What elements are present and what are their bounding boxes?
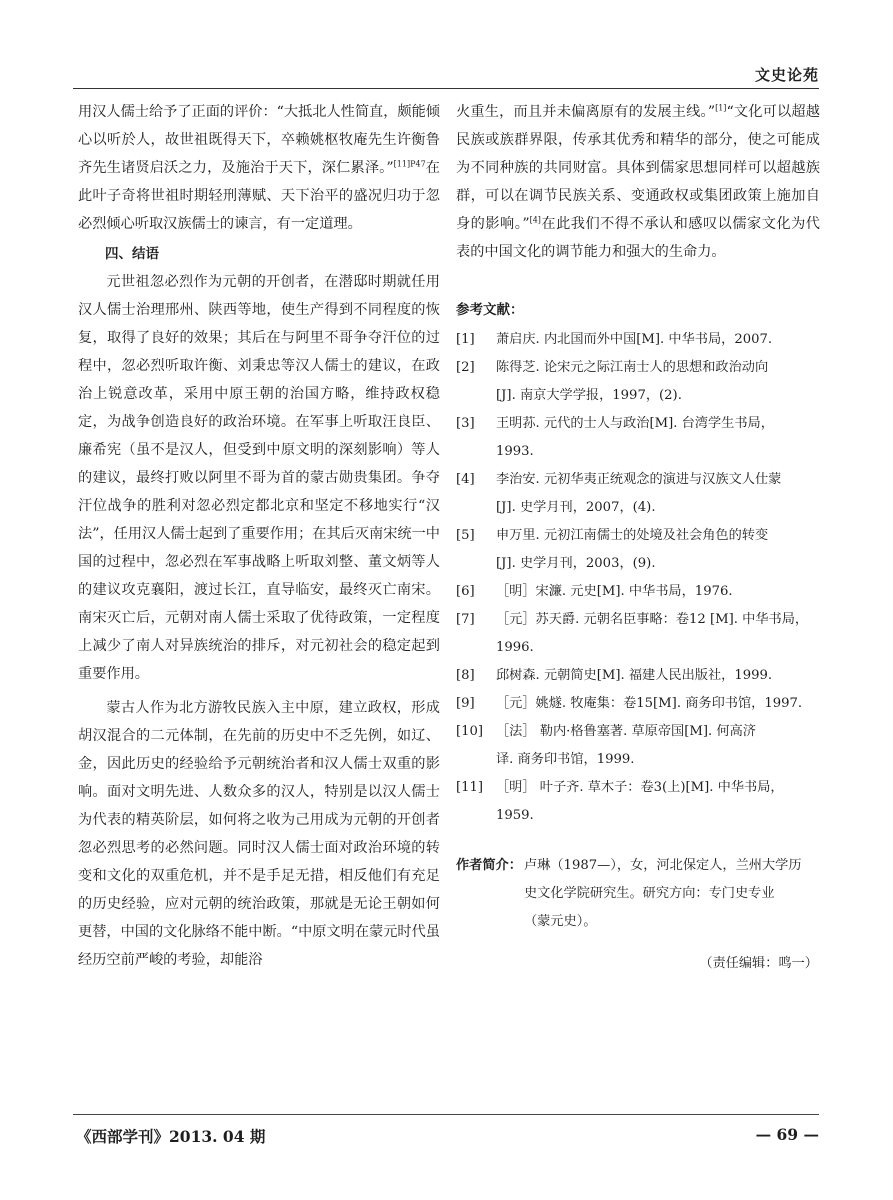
- reference-number: [4]: [456, 472, 475, 487]
- citation-marker: [11]P47: [393, 159, 426, 169]
- reference-item: [456, 354, 820, 410]
- paragraph-text: 用汉人儒士给予了正面的评价：“大抵北人性简直，颇能倾心以听於人，故世祖既得天下，卒赖姚枢牧庵先生许衡鲁齐先生诸贤启沃之力，及施治于天下，深仁累泽。”: [78, 104, 440, 176]
- reference-text-cont: 1959.: [496, 808, 534, 823]
- reference-text: ［元］姚燧. 牧庵集：卷15[M]. 商务印书馆，1997.: [496, 696, 803, 711]
- reference-item: [456, 606, 820, 662]
- reference-number: [1]: [456, 332, 475, 347]
- paragraph-continuation: [78, 98, 440, 238]
- paragraph-text: 在此叶子奇将世祖时期轻刑薄赋、天下治平的盛况归功于忽必烈倾心听取汉族儒士的谏言，有一定道理。: [78, 160, 440, 232]
- reference-item: [456, 774, 820, 830]
- reference-text: 萧启庆. 内北国而外中国[M]. 中华书局，2007.: [496, 332, 773, 347]
- running-header-title: 文史论苑: [754, 66, 819, 84]
- reference-number: [7]: [456, 612, 475, 627]
- author-bio: [456, 852, 820, 936]
- left-column: [78, 98, 440, 974]
- journal-issue: 《西部学刊》2013. 04 期: [76, 1127, 266, 1146]
- citation-marker: [4]: [529, 215, 541, 225]
- header-rule: [73, 88, 819, 89]
- right-column: [456, 98, 820, 978]
- reference-number: [10]: [456, 724, 484, 739]
- reference-item: [456, 662, 820, 690]
- reference-item: [456, 410, 820, 466]
- reference-text-cont: 1993.: [496, 444, 534, 459]
- author-bio-text: （蒙元史）。: [524, 914, 597, 929]
- reference-text: 李治安. 元初华夷正统观念的演进与汉族文人仕蒙: [496, 472, 782, 487]
- reference-number: [6]: [456, 584, 475, 599]
- reference-text: 申万里. 元初江南儒士的处境及社会角色的转变: [496, 528, 769, 543]
- reference-text-cont: [J]. 南京大学学报，1997，(2).: [496, 388, 682, 403]
- reference-text: ［明］ 叶子齐. 草木子：卷3(上)[M]. 中华书局，: [496, 780, 784, 795]
- reference-text: ［法］ 勒内·格鲁塞著. 草原帝国[M]. 何高济: [496, 724, 756, 739]
- reference-text: 邱树森. 元朝简史[M]. 福建人民出版社，1999.: [496, 668, 773, 683]
- section-heading-conclusion: 四、结语: [105, 246, 159, 262]
- footer-rule: [73, 1114, 819, 1115]
- reference-text: ［明］宋濂. 元史[M]. 中华书局，1976.: [496, 584, 733, 599]
- reference-text-cont: 译. 商务印书馆，1999.: [496, 752, 635, 767]
- citation-marker: [1]: [715, 103, 727, 113]
- reference-text-cont: [J]. 史学月刊，2007，(4).: [496, 500, 656, 515]
- reference-text: ［元］苏天爵. 元朝名臣事略：卷12 [M]. 中华书局，: [496, 612, 809, 627]
- reference-text-cont: [J]. 史学月刊，2003，(9).: [496, 556, 656, 571]
- reference-item: [456, 718, 820, 774]
- reference-item: [456, 522, 820, 578]
- paragraph-continuation-right: [456, 98, 820, 266]
- reference-number: [11]: [456, 780, 484, 795]
- reference-number: [3]: [456, 416, 475, 431]
- reference-text: 王明荪. 元代的士人与政治[M]. 台湾学生书局，: [496, 416, 774, 431]
- reference-number: [5]: [456, 528, 475, 543]
- author-bio-text: 史文化学院研究生。研究方向：专门史专业: [524, 886, 775, 901]
- reference-item: [456, 326, 820, 354]
- reference-item: [456, 578, 820, 606]
- author-bio-text: 卢琳（1987—），女，河北保定人，兰州大学历: [524, 858, 802, 873]
- paragraph-text: 在此我们不得不承认和感叹以儒家文化为代表的中国文化的调节能力和强大的生命力。: [456, 216, 820, 260]
- paragraph-conclusion-2: 蒙古人作为北方游牧民族入主中原，建立政权，形成胡汉混合的二元体制，在先前的历史中不乏先例，如辽、金，因此历史的经验给予元朝统治者和汉人儒士双重的影响。面对文明先进、人数众多的汉人，特别是以汉人儒士为代表的精英阶层，如何将之收为己用成为元朝的开创者忽必烈思考的必然问题。同时汉人儒士面对政治环境的转变和文化的双重危机，并不是手足无措，相反他们有充足的历史经验，应对元朝的统治政策，那就是无论王朝如何更替，中国的文化脉络不能中断。“中原文明在蒙元时代虽经历空前严峻的考验，却能浴: [78, 700, 440, 968]
- editor-note: （责任编辑：鸣一）: [699, 956, 818, 971]
- reference-number: [2]: [456, 360, 475, 375]
- reference-item: [456, 466, 820, 522]
- reference-number: [9]: [456, 696, 475, 711]
- reference-text: 陈得芝. 论宋元之际江南士人的思想和政治动向: [496, 360, 769, 375]
- paragraph-text: 火重生，而且并未偏离原有的发展主线。”: [456, 104, 716, 120]
- reference-number: [8]: [456, 668, 475, 683]
- reference-item: [456, 690, 820, 718]
- references-title: 参考文献：: [456, 302, 524, 318]
- paragraph-conclusion-1: 元世祖忽必烈作为元朝的开创者，在潜邸时期就任用汉人儒士治理邢州、陕西等地，使生产得到不同程度的恢复，取得了良好的效果；其后在与阿里不哥争夺汗位的过程中，忽必烈听取许衡、刘秉忠等汉人儒士的建议，在政治上锐意改革，采用中原王朝的治国方略，维持政权稳定，为战争创造良好的政治环境。在军事上听取汪良臣、廉希宪（虽不是汉人，但受到中原文明的深刻影响）等人的建议，最终打败以阿里不哥为首的蒙古勋贵集团。争夺汗位战争的胜利对忽必烈定都北京和坚定不移地实行“汉法”，任用汉人儒士起到了重要作用；在其后灭南宋统一中国的过程中，忽必烈在军事战略上听取刘整、董文炳等人的建议攻克襄阳，渡过长江，直导临安，最终灭亡南宋。南宋灭亡后，元朝对南人儒士采取了优待政策，一定程度上减少了南人对异族统治的排斥，对元初社会的稳定起到重要作用。: [78, 274, 440, 682]
- reference-text-cont: 1996.: [496, 640, 534, 655]
- page-number: — 69 —: [755, 1125, 819, 1144]
- author-bio-label: 作者简介：: [456, 858, 522, 873]
- references-list: [456, 326, 820, 830]
- paragraph-text: “文化可以超越民族或族群界限，传承其优秀和精华的部分，使之可能成为不同种族的共同财富。具体到儒家思想同样可以超越族群，可以在调节民族关系、变通政权或集团政策上施加自身的影响。”: [456, 104, 820, 232]
